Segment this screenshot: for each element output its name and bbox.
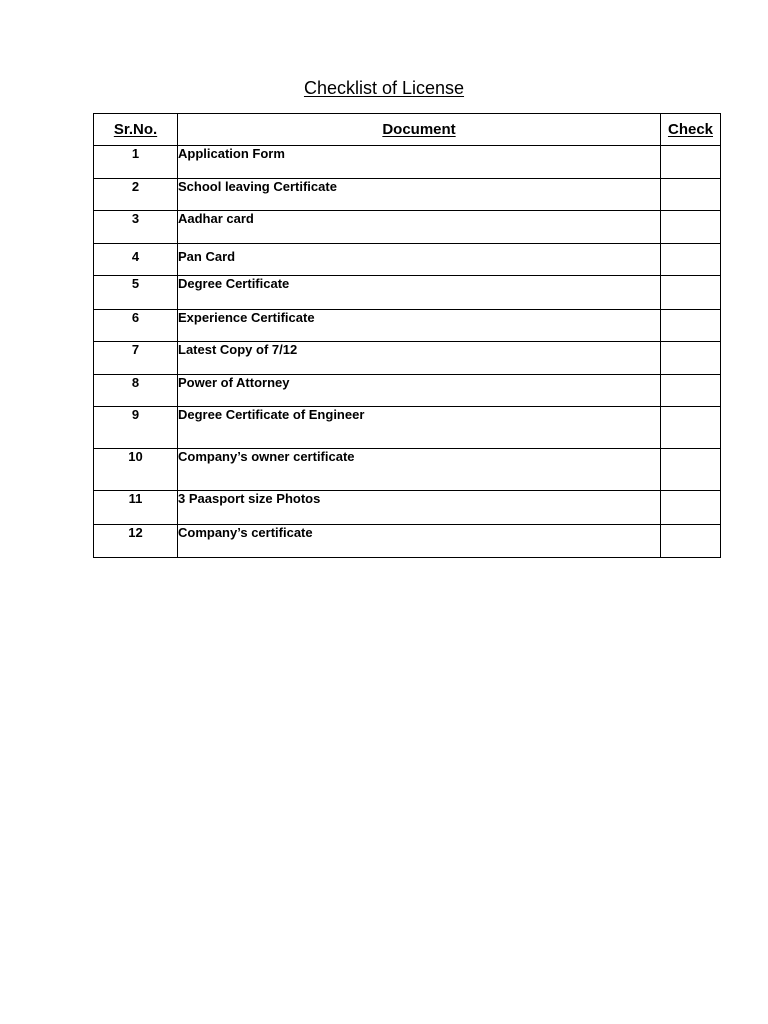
row-sr-no: 2 — [94, 179, 178, 211]
row-document: Experience Certificate — [178, 310, 661, 342]
row-sr-no: 9 — [94, 407, 178, 449]
header-sr-no: Sr.No. — [94, 114, 178, 146]
row-document: Company’s owner certificate — [178, 449, 661, 491]
row-check-cell[interactable] — [661, 449, 721, 491]
row-check-cell[interactable] — [661, 407, 721, 449]
header-document: Document — [178, 114, 661, 146]
row-sr-no: 6 — [94, 310, 178, 342]
row-document: 3 Paasport size Photos — [178, 491, 661, 525]
row-document: Application Form — [178, 146, 661, 179]
row-document: Degree Certificate — [178, 276, 661, 310]
page-title: Checklist of License — [303, 78, 465, 98]
row-sr-no: 12 — [94, 525, 178, 558]
checklist-table — [93, 113, 721, 558]
row-check-cell[interactable] — [661, 211, 721, 244]
table-row — [94, 244, 721, 276]
table-row — [94, 310, 721, 342]
row-sr-no: 5 — [94, 276, 178, 310]
row-check-cell[interactable] — [661, 244, 721, 276]
table-row — [94, 342, 721, 375]
row-document: Aadhar card — [178, 211, 661, 244]
row-check-cell[interactable] — [661, 179, 721, 211]
table-row — [94, 525, 721, 558]
row-document: Company’s certificate — [178, 525, 661, 558]
table-row — [94, 179, 721, 211]
row-check-cell[interactable] — [661, 525, 721, 558]
header-check: Check — [661, 114, 721, 146]
row-sr-no: 1 — [94, 146, 178, 179]
row-document: Degree Certificate of Engineer — [178, 407, 661, 449]
row-check-cell[interactable] — [661, 375, 721, 407]
table-row — [94, 491, 721, 525]
row-check-cell[interactable] — [661, 146, 721, 179]
row-check-cell[interactable] — [661, 491, 721, 525]
row-check-cell[interactable] — [661, 276, 721, 310]
row-check-cell[interactable] — [661, 342, 721, 375]
row-sr-no: 11 — [94, 491, 178, 525]
row-sr-no: 3 — [94, 211, 178, 244]
row-sr-no: 7 — [94, 342, 178, 375]
table-row — [94, 146, 721, 179]
row-document: Pan Card — [178, 244, 661, 276]
row-check-cell[interactable] — [661, 310, 721, 342]
table-row — [94, 449, 721, 491]
row-document: Latest Copy of 7/12 — [178, 342, 661, 375]
row-sr-no: 10 — [94, 449, 178, 491]
row-document: School leaving Certificate — [178, 179, 661, 211]
row-sr-no: 8 — [94, 375, 178, 407]
header-row — [94, 114, 721, 146]
table-row — [94, 276, 721, 310]
table-row — [94, 407, 721, 449]
table-row — [94, 211, 721, 244]
row-document: Power of Attorney — [178, 375, 661, 407]
table-row — [94, 375, 721, 407]
row-sr-no: 4 — [94, 244, 178, 276]
